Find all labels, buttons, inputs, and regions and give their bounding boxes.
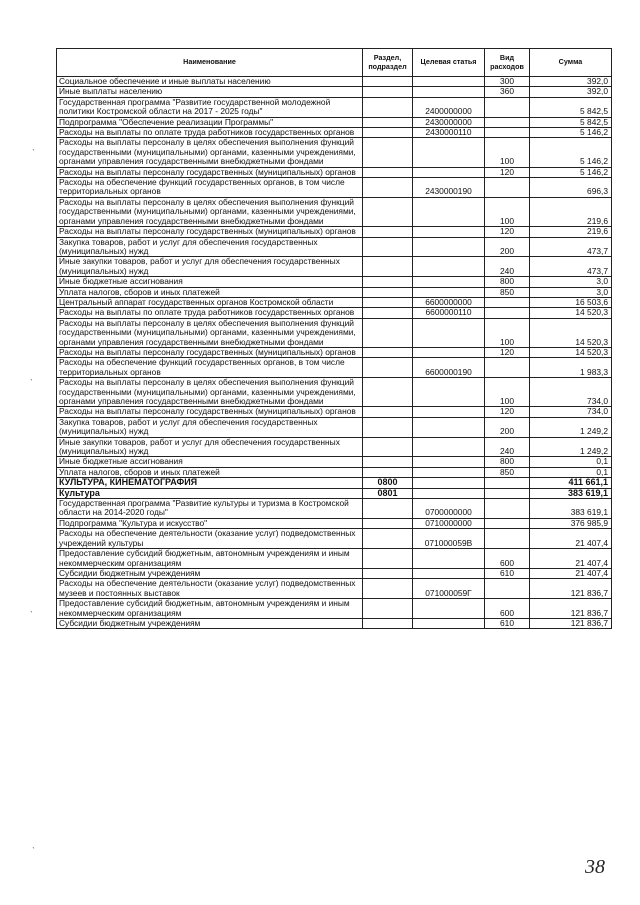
table-row [57, 467, 612, 477]
cell-typ [485, 488, 530, 498]
cell-name: Уплата налогов, сборов и иных платежей [57, 467, 363, 477]
cell-name: Расходы на выплаты персоналу государственных (муниципальных) органов [57, 347, 363, 357]
cell-tgt [413, 277, 485, 287]
cell-sec [363, 167, 413, 177]
cell-sum: 14 520,3 [530, 347, 612, 357]
cell-name: Закупка товаров, работ и услуг для обеспечения государственных (муниципальных) нужд [57, 417, 363, 437]
cell-typ: 240 [485, 257, 530, 277]
table-row [57, 488, 612, 498]
cell-tgt [413, 237, 485, 257]
cell-tgt [413, 197, 485, 226]
cell-typ [485, 499, 530, 519]
cell-typ: 610 [485, 618, 530, 628]
cell-sum: 734,0 [530, 407, 612, 417]
cell-sec [363, 227, 413, 237]
cell-sum: 3,0 [530, 277, 612, 287]
table-row [57, 618, 612, 628]
cell-sec [363, 499, 413, 519]
header-target: Целевая статья [413, 49, 485, 77]
table-row [57, 378, 612, 407]
cell-tgt: 071000059В [413, 529, 485, 549]
cell-sec [363, 237, 413, 257]
table-row [57, 599, 612, 619]
table-row [57, 318, 612, 347]
cell-tgt: 6600000110 [413, 308, 485, 318]
cell-typ [485, 518, 530, 528]
cell-name: Иные закупки товаров, работ и услуг для обеспечения государственных (муниципальных) нужд [57, 257, 363, 277]
cell-typ: 300 [485, 77, 530, 87]
cell-name: Субсидии бюджетным учреждениям [57, 618, 363, 628]
cell-typ [485, 178, 530, 198]
cell-tgt [413, 457, 485, 467]
cell-typ: 600 [485, 549, 530, 569]
cell-typ [485, 478, 530, 488]
cell-typ: 200 [485, 417, 530, 437]
cell-name: Иные бюджетные ассигнования [57, 457, 363, 467]
table-row [57, 417, 612, 437]
cell-sec [363, 599, 413, 619]
cell-tgt [413, 77, 485, 87]
table-row [57, 478, 612, 488]
cell-name: Расходы на обеспечение деятельности (оказание услуг) подведомственных музеев и постоянных выставок [57, 579, 363, 599]
cell-tgt [413, 287, 485, 297]
header-section: Раздел, подраздел [363, 49, 413, 77]
cell-sum: 219,6 [530, 227, 612, 237]
cell-typ: 850 [485, 287, 530, 297]
cell-typ [485, 529, 530, 549]
cell-sec [363, 257, 413, 277]
cell-name: Субсидии бюджетным учреждениям [57, 568, 363, 578]
cell-name: Расходы на обеспечение функций государственных органов, в том числе территориальных органов [57, 178, 363, 198]
cell-sum: 411 661,1 [530, 478, 612, 488]
table-row [57, 499, 612, 519]
cell-sum: 5 146,2 [530, 138, 612, 167]
cell-tgt [413, 549, 485, 569]
budget-table [56, 48, 612, 629]
cell-tgt [413, 618, 485, 628]
cell-tgt [413, 347, 485, 357]
cell-name: Социальное обеспечение и иные выплаты населению [57, 77, 363, 87]
table-row [57, 257, 612, 277]
table-row [57, 97, 612, 117]
cell-name: Расходы на выплаты персоналу в целях обеспечения выполнения функций государственными (муниципальными) органами, казенными учреждениями, органами управления государственными внебюджетными фондами [57, 197, 363, 226]
cell-name: Государственная программа "Развитие государственной молодежной политики Костромской области на 2017 - 2025 годы" [57, 97, 363, 117]
cell-sec [363, 97, 413, 117]
cell-typ: 120 [485, 227, 530, 237]
cell-sum: 696,3 [530, 178, 612, 198]
cell-tgt [413, 488, 485, 498]
cell-typ: 240 [485, 437, 530, 457]
cell-typ: 600 [485, 599, 530, 619]
cell-sec [363, 87, 413, 97]
table-row [57, 437, 612, 457]
table-row [57, 457, 612, 467]
cell-name: КУЛЬТУРА, КИНЕМАТОГРАФИЯ [57, 478, 363, 488]
cell-sec [363, 197, 413, 226]
cell-sec [363, 347, 413, 357]
table-row [57, 287, 612, 297]
cell-typ [485, 308, 530, 318]
cell-sum: 5 842,5 [530, 117, 612, 127]
table-row [57, 227, 612, 237]
cell-tgt [413, 599, 485, 619]
cell-sum: 5 146,2 [530, 167, 612, 177]
cell-tgt [413, 87, 485, 97]
table-row [57, 308, 612, 318]
budget-table-sheet [56, 48, 611, 629]
table-row [57, 579, 612, 599]
cell-tgt: 2430000000 [413, 117, 485, 127]
cell-sum: 1 983,3 [530, 358, 612, 378]
cell-typ: 120 [485, 167, 530, 177]
cell-sec [363, 308, 413, 318]
cell-sec [363, 128, 413, 138]
cell-sec [363, 378, 413, 407]
cell-sec [363, 178, 413, 198]
cell-typ: 800 [485, 457, 530, 467]
table-row [57, 138, 612, 167]
cell-name: Расходы на обеспечение функций государственных органов, в том числе территориальных органов [57, 358, 363, 378]
cell-sec [363, 287, 413, 297]
table-header-row [57, 49, 612, 77]
table-row [57, 568, 612, 578]
cell-tgt [413, 417, 485, 437]
cell-name: Расходы на выплаты по оплате труда работников государственных органов [57, 128, 363, 138]
cell-sec [363, 618, 413, 628]
cell-tgt: 6600000000 [413, 297, 485, 307]
cell-sum: 121 836,7 [530, 618, 612, 628]
cell-sec [363, 318, 413, 347]
cell-sec [363, 457, 413, 467]
cell-typ: 100 [485, 378, 530, 407]
cell-name: Расходы на выплаты персоналу в целях обеспечения выполнения функций государственными (муниципальными) органами, казенными учреждениями, органами управления государственными внебюджетными фондами [57, 318, 363, 347]
cell-sec [363, 138, 413, 167]
cell-sum: 0,1 [530, 467, 612, 477]
table-row [57, 347, 612, 357]
page-number: 38 [585, 856, 605, 878]
table-row [57, 407, 612, 417]
cell-name: Расходы на выплаты персоналу государственных (муниципальных) органов [57, 167, 363, 177]
cell-sum: 5 146,2 [530, 128, 612, 138]
cell-typ [485, 358, 530, 378]
cell-sum: 473,7 [530, 257, 612, 277]
cell-tgt [413, 378, 485, 407]
cell-sum: 16 503,6 [530, 297, 612, 307]
header-sum: Сумма [530, 49, 612, 77]
cell-sec [363, 529, 413, 549]
cell-sec [363, 579, 413, 599]
cell-tgt [413, 227, 485, 237]
header-name: Наименование [57, 49, 363, 77]
cell-name: Закупка товаров, работ и услуг для обеспечения государственных (муниципальных) нужд [57, 237, 363, 257]
cell-sum: 1 249,2 [530, 417, 612, 437]
cell-typ [485, 579, 530, 599]
cell-tgt [413, 568, 485, 578]
cell-name: Иные бюджетные ассигнования [57, 277, 363, 287]
cell-sum: 1 249,2 [530, 437, 612, 457]
table-row [57, 237, 612, 257]
margin-mark: ˋ [32, 148, 35, 158]
cell-typ: 200 [485, 237, 530, 257]
cell-sec [363, 277, 413, 287]
cell-typ: 100 [485, 197, 530, 226]
cell-sec [363, 358, 413, 378]
table-row [57, 197, 612, 226]
cell-name: Подпрограмма "Обеспечение реализации Программы" [57, 117, 363, 127]
margin-mark: ˋ [30, 610, 33, 620]
table-row [57, 529, 612, 549]
cell-name: Иные выплаты населению [57, 87, 363, 97]
cell-sum: 21 407,4 [530, 568, 612, 578]
table-row [57, 277, 612, 287]
cell-name: Расходы на выплаты персоналу в целях обеспечения выполнения функций государственными (муниципальными) органами, казенными учреждениями, органами управления государственными внебюджетными фондами [57, 378, 363, 407]
cell-sum: 121 836,7 [530, 579, 612, 599]
cell-tgt [413, 437, 485, 457]
cell-typ: 610 [485, 568, 530, 578]
cell-typ [485, 128, 530, 138]
table-row [57, 178, 612, 198]
cell-sec [363, 417, 413, 437]
cell-sum: 473,7 [530, 237, 612, 257]
cell-sum: 0,1 [530, 457, 612, 467]
table-row [57, 87, 612, 97]
cell-sec [363, 467, 413, 477]
cell-sec [363, 437, 413, 457]
cell-tgt [413, 257, 485, 277]
cell-sec: 0800 [363, 478, 413, 488]
cell-name: Государственная программа "Развитие культуры и туризма в Костромской области на 2014-2020 годы" [57, 499, 363, 519]
cell-tgt: 2400000000 [413, 97, 485, 117]
cell-name: Расходы на выплаты персоналу государственных (муниципальных) органов [57, 407, 363, 417]
cell-sec: 0801 [363, 488, 413, 498]
cell-name: Центральный аппарат государственных органов Костромской области [57, 297, 363, 307]
cell-name: Расходы на выплаты персоналу в целях обеспечения выполнения функций государственными (муниципальными) органами, казенными учреждениями, органами управления государственными внебюджетными фондами [57, 138, 363, 167]
cell-name: Подпрограмма "Культура и искусство" [57, 518, 363, 528]
table-row [57, 128, 612, 138]
table-row [57, 77, 612, 87]
cell-sum: 14 520,3 [530, 308, 612, 318]
cell-sec [363, 568, 413, 578]
cell-sum: 376 985,9 [530, 518, 612, 528]
header-type: Вид расходов [485, 49, 530, 77]
cell-typ: 100 [485, 138, 530, 167]
cell-tgt [413, 138, 485, 167]
cell-typ: 100 [485, 318, 530, 347]
cell-typ: 360 [485, 87, 530, 97]
cell-tgt [413, 478, 485, 488]
table-row [57, 549, 612, 569]
cell-sec [363, 297, 413, 307]
margin-mark: ˋ [32, 846, 35, 856]
cell-sum: 5 842,5 [530, 97, 612, 117]
cell-sum: 14 520,3 [530, 318, 612, 347]
cell-sum: 383 619,1 [530, 499, 612, 519]
cell-tgt [413, 467, 485, 477]
cell-sum: 734,0 [530, 378, 612, 407]
cell-sum: 219,6 [530, 197, 612, 226]
cell-sum: 383 619,1 [530, 488, 612, 498]
cell-name: Предоставление субсидий бюджетным, автономным учреждениям и иным некоммерческим организациям [57, 599, 363, 619]
cell-sum: 392,0 [530, 77, 612, 87]
cell-sum: 121 836,7 [530, 599, 612, 619]
cell-sum: 392,0 [530, 87, 612, 97]
table-row [57, 117, 612, 127]
cell-sec [363, 407, 413, 417]
table-row [57, 518, 612, 528]
table-row [57, 358, 612, 378]
cell-typ [485, 117, 530, 127]
cell-name: Расходы на выплаты персоналу государственных (муниципальных) органов [57, 227, 363, 237]
cell-tgt [413, 407, 485, 417]
cell-tgt: 071000059Г [413, 579, 485, 599]
cell-typ: 120 [485, 407, 530, 417]
cell-name: Предоставление субсидий бюджетным, автономным учреждениям и иным некоммерческим организациям [57, 549, 363, 569]
cell-sum: 21 407,4 [530, 529, 612, 549]
cell-tgt: 6600000190 [413, 358, 485, 378]
cell-typ: 120 [485, 347, 530, 357]
cell-sec [363, 549, 413, 569]
cell-name: Иные закупки товаров, работ и услуг для обеспечения государственных (муниципальных) нужд [57, 437, 363, 457]
cell-typ [485, 97, 530, 117]
cell-sec [363, 117, 413, 127]
cell-tgt: 2430000110 [413, 128, 485, 138]
cell-tgt: 2430000190 [413, 178, 485, 198]
cell-name: Культура [57, 488, 363, 498]
cell-tgt: 0710000000 [413, 518, 485, 528]
cell-typ [485, 297, 530, 307]
margin-mark: ˋ [30, 378, 33, 388]
cell-name: Расходы на выплаты по оплате труда работников государственных органов [57, 308, 363, 318]
table-row [57, 167, 612, 177]
cell-sec [363, 77, 413, 87]
cell-typ: 850 [485, 467, 530, 477]
cell-name: Расходы на обеспечение деятельности (оказание услуг) подведомственных учреждений культуры [57, 529, 363, 549]
cell-tgt [413, 318, 485, 347]
cell-tgt [413, 167, 485, 177]
cell-sum: 3,0 [530, 287, 612, 297]
cell-tgt: 0700000000 [413, 499, 485, 519]
cell-typ: 800 [485, 277, 530, 287]
cell-sec [363, 518, 413, 528]
cell-sum: 21 407,4 [530, 549, 612, 569]
cell-name: Уплата налогов, сборов и иных платежей [57, 287, 363, 297]
table-row [57, 297, 612, 307]
